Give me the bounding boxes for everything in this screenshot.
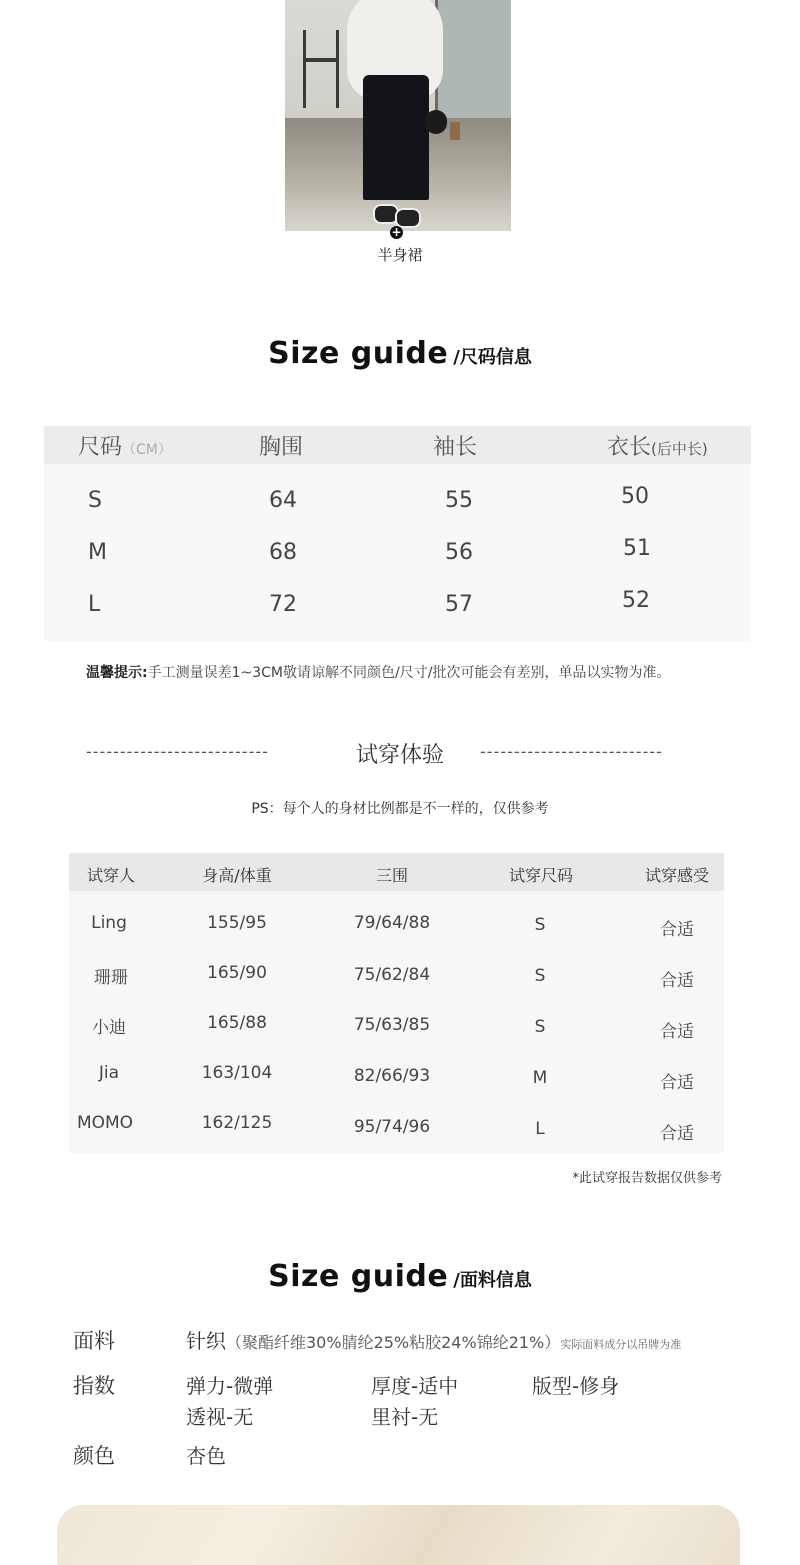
trial-size-cell: S	[534, 1017, 546, 1037]
measurements-cell: 75/63/85	[353, 1015, 431, 1035]
fabric-title-cn: /面料信息	[453, 1270, 532, 1291]
length-cell: 51	[623, 536, 651, 561]
fabric-title-en: Size guide	[268, 1259, 449, 1294]
bust-header: 胸围	[259, 435, 304, 460]
measurements-cell: 79/64/88	[353, 913, 431, 933]
feeling-cell: 合适	[660, 1073, 694, 1093]
person-cell: 小迪	[92, 1018, 126, 1038]
trial-title: 试穿体验	[355, 743, 444, 768]
trial-size-header: 试穿尺码	[508, 866, 573, 885]
trial-ps: PS：每个人的身材比例都是不一样的，仅供参考	[251, 801, 549, 817]
trial-size-cell: S	[534, 915, 546, 935]
size-cell: L	[88, 592, 101, 617]
fabric-texture-image	[57, 1505, 740, 1565]
size-table	[44, 426, 751, 641]
person-cell: 珊珊	[94, 968, 128, 988]
measurements-header: 三围	[375, 866, 408, 885]
elasticity-value: 弹力-微弹	[186, 1374, 274, 1398]
sleeve-header: 袖长	[433, 435, 478, 460]
trial-table-header	[69, 853, 724, 891]
length-header: 衣长(后中长)	[607, 435, 708, 460]
height-weight-cell: 163/104	[201, 1063, 273, 1083]
person-cell: Jia	[98, 1063, 120, 1083]
index-label: 指数	[73, 1374, 115, 1398]
size-notice	[86, 662, 670, 682]
person-cell: MOMO	[76, 1113, 134, 1133]
height-weight-cell: 165/90	[207, 963, 267, 983]
size-cell: M	[88, 540, 107, 565]
height-weight-cell: 165/88	[207, 1013, 267, 1033]
size-header: 尺码（CM）	[78, 435, 172, 460]
feeling-cell: 合适	[660, 920, 694, 940]
height-weight-header: 身高/体重	[202, 866, 272, 885]
product-photo	[285, 0, 511, 231]
bust-cell: 68	[269, 540, 297, 565]
material-label: 面料	[73, 1329, 115, 1353]
length-cell: 50	[621, 484, 649, 509]
trial-table	[69, 853, 724, 1153]
notice-label: 温馨提示:	[86, 665, 148, 681]
size-guide-heading	[0, 336, 800, 371]
height-weight-cell: 155/95	[207, 913, 267, 933]
fabric-guide-heading	[0, 1259, 800, 1294]
length-cell: 52	[622, 588, 650, 613]
sleeve-cell: 57	[445, 592, 473, 617]
plus-icon[interactable]: +	[391, 225, 402, 239]
person-cell: Ling	[91, 913, 127, 933]
feeling-cell: 合适	[660, 971, 694, 991]
size-table-header	[44, 426, 751, 464]
size-guide-title-cn: /尺码信息	[453, 347, 532, 368]
product-caption: 半身裙	[377, 246, 423, 264]
bust-cell: 72	[269, 592, 297, 617]
person-header: 试穿人	[86, 866, 135, 885]
color-label: 颜色	[73, 1444, 115, 1468]
feeling-header: 试穿感受	[644, 866, 709, 885]
sleeve-cell: 55	[445, 488, 473, 513]
trial-dashes-left: ---------------------------	[86, 742, 269, 761]
notice-text: 手工测量误差1~3CM敬请谅解不同颜色/尺寸/批次可能会有差别，单品以实物为准。	[147, 665, 671, 681]
feeling-cell: 合适	[660, 1124, 694, 1144]
trial-footnote: *此试穿报告数据仅供参考	[572, 1171, 722, 1186]
material-value: 针织（聚酯纤维30%腈纶25%粘胶24%锦纶21%）实际面料成分以吊牌为准	[186, 1329, 682, 1353]
fit-value: 版型-修身	[532, 1374, 620, 1398]
measurements-cell: 82/66/93	[353, 1066, 431, 1086]
measurements-cell: 75/62/84	[353, 965, 431, 985]
transparency-value: 透视-无	[186, 1405, 254, 1429]
trial-size-cell: M	[532, 1068, 548, 1088]
feeling-cell: 合适	[660, 1022, 694, 1042]
trial-dashes-right: ---------------------------	[480, 742, 663, 761]
size-cell: S	[88, 488, 102, 513]
size-guide-title-en: Size guide	[268, 336, 449, 371]
color-value: 杏色	[186, 1444, 226, 1468]
trial-size-cell: L	[535, 1119, 545, 1139]
lining-value: 里衬-无	[371, 1405, 439, 1429]
sleeve-cell: 56	[445, 540, 473, 565]
trial-size-cell: S	[534, 966, 546, 986]
bust-cell: 64	[269, 488, 297, 513]
measurements-cell: 95/74/96	[353, 1117, 431, 1137]
thickness-value: 厚度-适中	[371, 1374, 459, 1398]
height-weight-cell: 162/125	[201, 1113, 273, 1133]
